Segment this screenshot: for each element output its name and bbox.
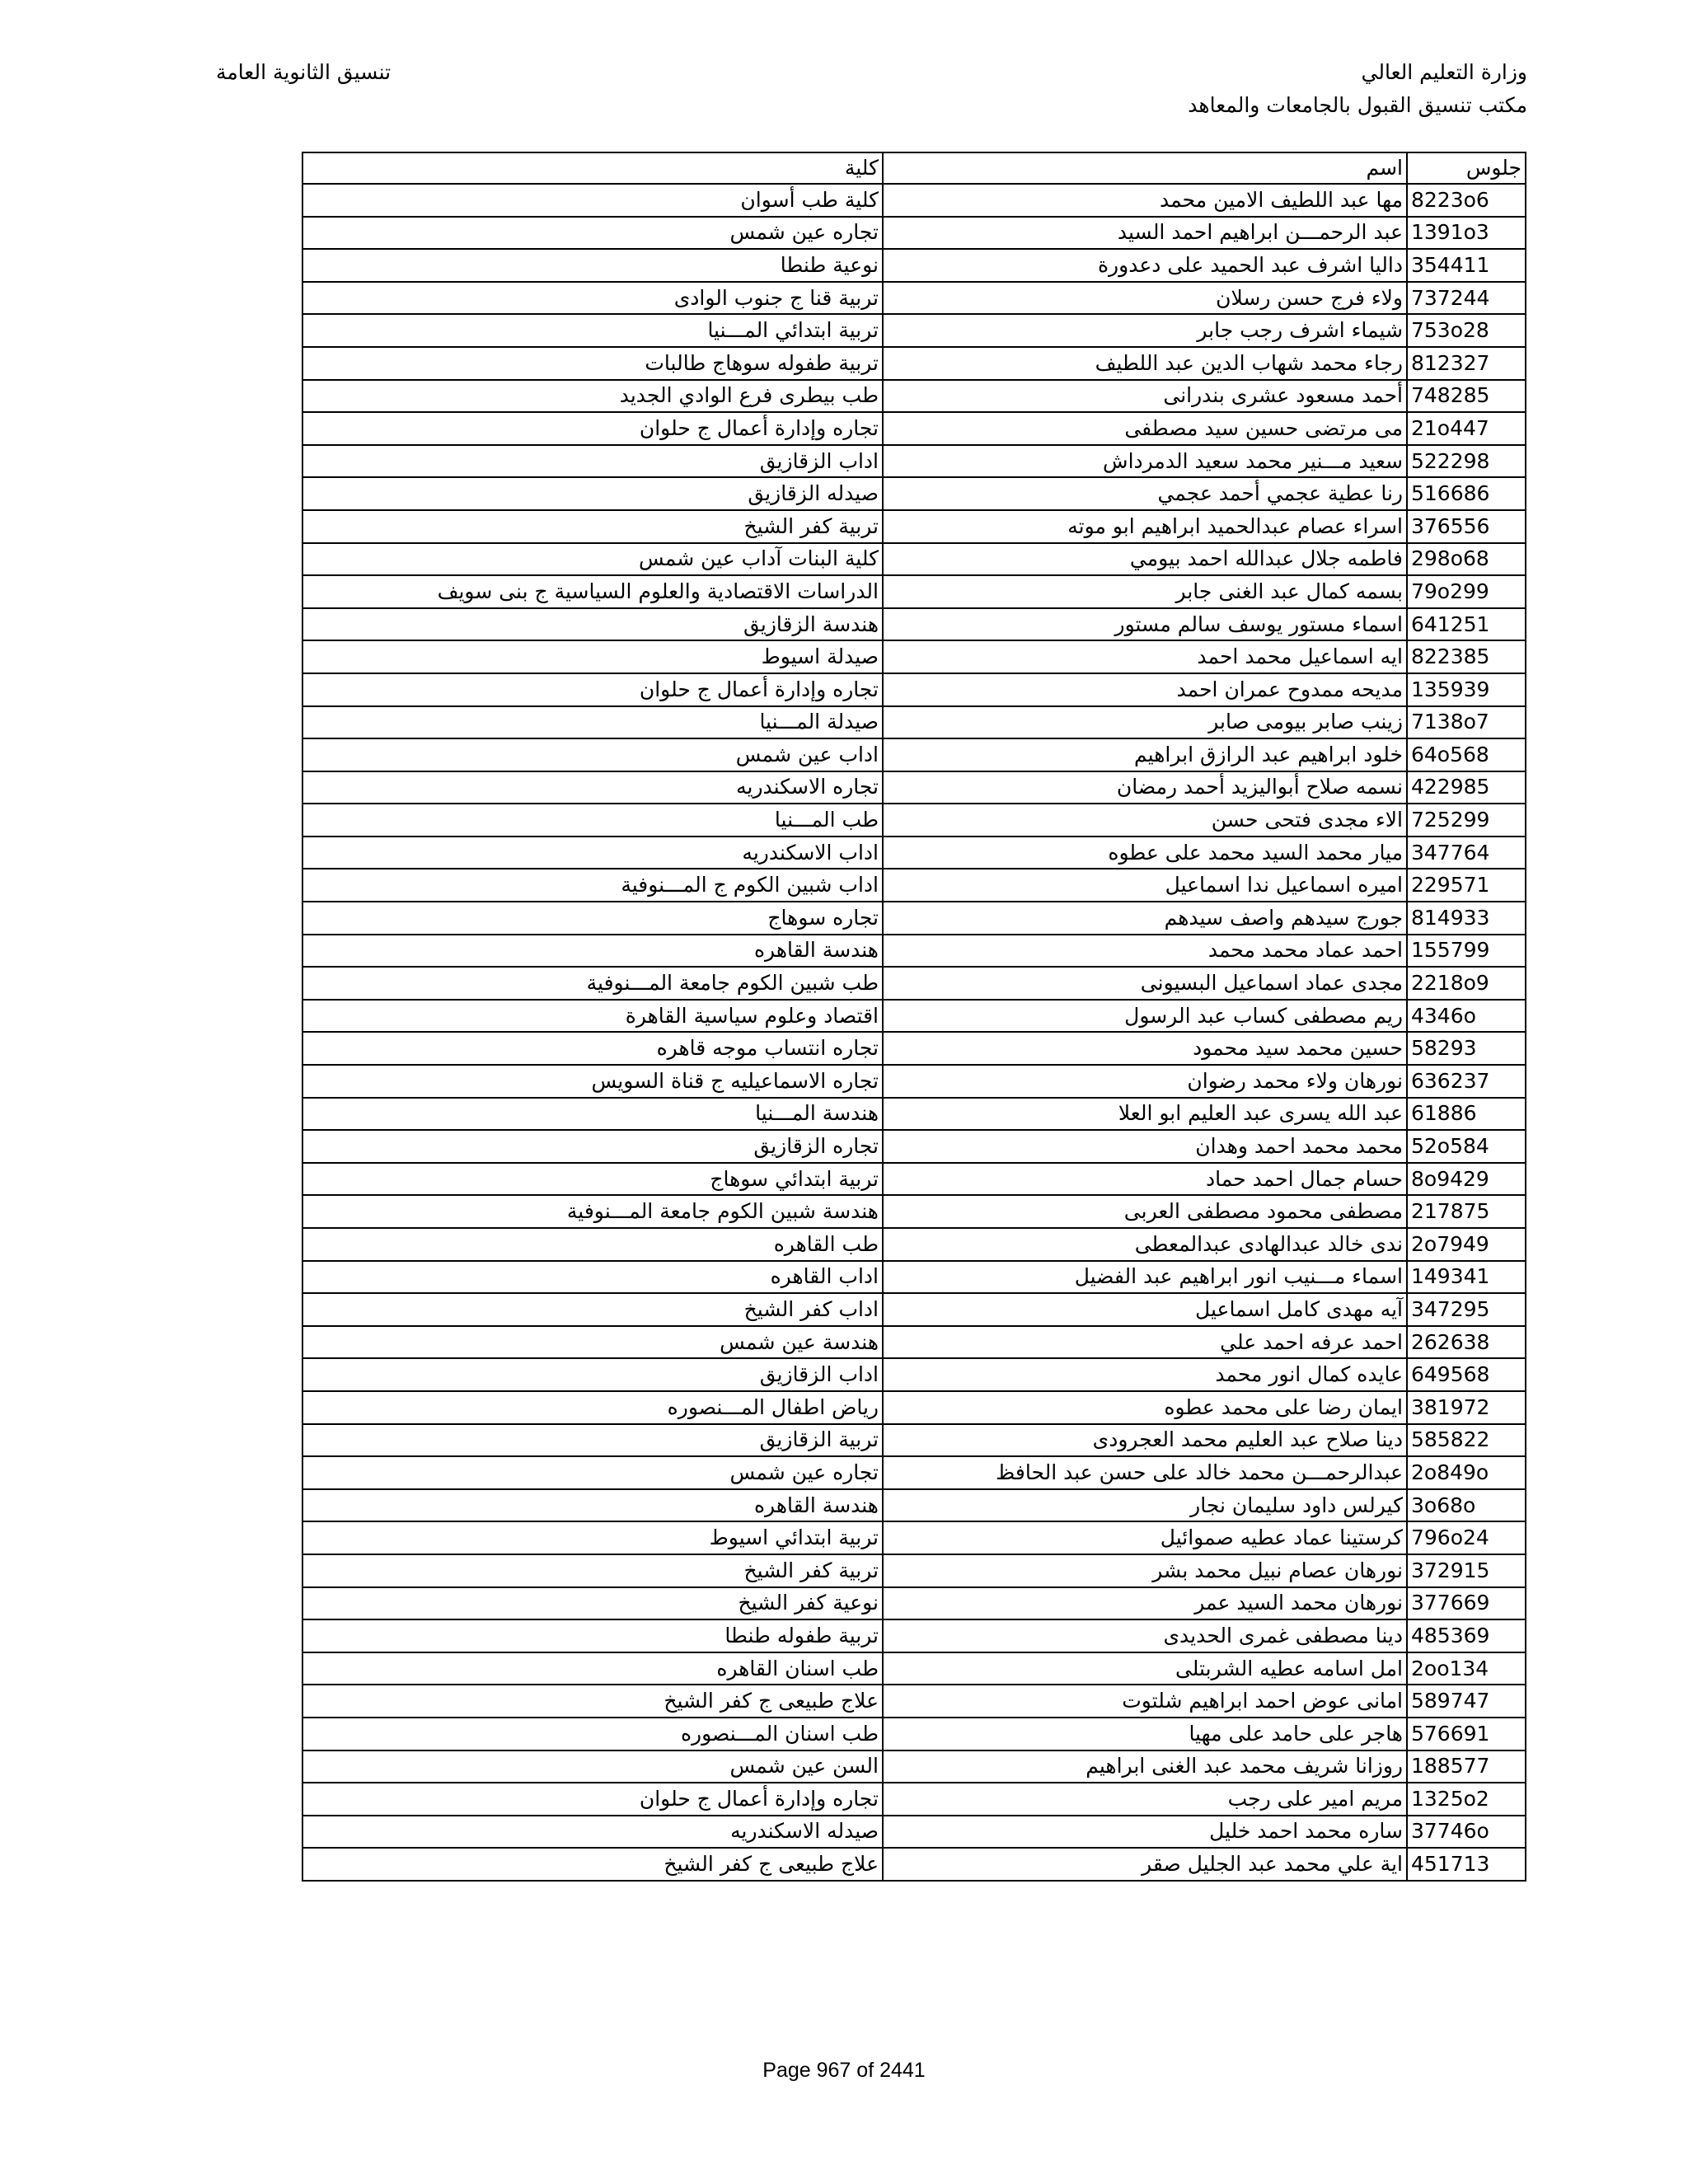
table-row: [302, 608, 1526, 641]
student-name-cell: احمد عماد محمد محمد: [883, 935, 1407, 968]
student-name-cell: هاجر على حامد على مهيا: [883, 1718, 1407, 1750]
seat-number-cell: 7138o7: [1407, 706, 1526, 739]
header-faculty: كلية: [302, 152, 883, 184]
seat-number-cell: 485369: [1407, 1619, 1526, 1652]
student-name-cell: اسماء مـــنيب انور ابراهيم عبد الفضيل: [883, 1261, 1407, 1294]
student-name-cell: نورهان محمد السيد عمر: [883, 1587, 1407, 1620]
student-name-cell: ريم مصطفى كساب عبد الرسول: [883, 1000, 1407, 1033]
table-row: [302, 1163, 1526, 1196]
seat-number-cell: 737244: [1407, 282, 1526, 315]
student-name-cell: خلود ابراهيم عبد الرازق ابراهيم: [883, 738, 1407, 771]
faculty-cell: طب اسنان القاهره: [302, 1652, 883, 1685]
faculty-cell: صيدله الاسكندريه: [302, 1816, 883, 1849]
faculty-cell: تربية ابتدائي سوهاج: [302, 1163, 883, 1196]
document-header-left: [216, 56, 391, 89]
faculty-cell: تربية قنا ج جنوب الوادى: [302, 282, 883, 315]
student-name-cell: امانى عوض احمد ابراهيم شلتوت: [883, 1685, 1407, 1718]
student-name-cell: مديحه ممدوح عمران احمد: [883, 673, 1407, 706]
student-name-cell: رنا عطية عجمي أحمد عجمي: [883, 477, 1407, 510]
table-row: [302, 249, 1526, 282]
seat-number-cell: 347764: [1407, 837, 1526, 869]
student-name-cell: اسراء عصام عبدالحميد ابراهيم ابو موته: [883, 510, 1407, 543]
student-name-cell: روزانا شريف محمد عبد الغنى ابراهيم: [883, 1750, 1407, 1783]
faculty-cell: تربية ابتدائي اسيوط: [302, 1521, 883, 1554]
faculty-cell: اداب شبين الكوم ج المـــنوفية: [302, 869, 883, 902]
table-row: [302, 673, 1526, 706]
table-row: [302, 445, 1526, 478]
seat-number-cell: 149341: [1407, 1261, 1526, 1294]
table-row: [302, 1816, 1526, 1849]
student-name-cell: عبد الرحمـــن ابراهيم احمد السيد: [883, 217, 1407, 250]
faculty-cell: الدراسات الاقتصادية والعلوم السياسية ج بنى سويف: [302, 575, 883, 608]
faculty-cell: تربية ابتدائي المـــنيا: [302, 314, 883, 347]
faculty-cell: تربية كفر الشيخ: [302, 510, 883, 543]
seat-number-cell: 422985: [1407, 771, 1526, 804]
seat-number-cell: 1325o2: [1407, 1783, 1526, 1816]
faculty-cell: اداب القاهره: [302, 1261, 883, 1294]
faculty-cell: تربية الزقازيق: [302, 1424, 883, 1457]
table-row: [302, 217, 1526, 250]
table-row: [302, 1783, 1526, 1816]
seat-number-cell: 585822: [1407, 1424, 1526, 1457]
seat-number-cell: 188577: [1407, 1750, 1526, 1783]
student-name-cell: نسمه صلاح أبواليزيد أحمد رمضان: [883, 771, 1407, 804]
table-row: [302, 1685, 1526, 1718]
table-row: [302, 1032, 1526, 1065]
seat-number-cell: 8o9429: [1407, 1163, 1526, 1196]
faculty-cell: تربية طفوله طنطا: [302, 1619, 883, 1652]
table-row: [302, 1261, 1526, 1294]
student-name-cell: ولاء فرج حسن رسلان: [883, 282, 1407, 315]
table-row: [302, 1718, 1526, 1750]
faculty-cell: السن عين شمس: [302, 1750, 883, 1783]
student-name-cell: حسين محمد سيد محمود: [883, 1032, 1407, 1065]
faculty-cell: هندسة الزقازيق: [302, 608, 883, 641]
table-row: [302, 804, 1526, 837]
student-name-cell: آيه مهدى كامل اسماعيل: [883, 1293, 1407, 1326]
faculty-cell: رياض اطفال المـــنصوره: [302, 1391, 883, 1424]
student-name-cell: ندى خالد عبدالهادى عبدالمعطى: [883, 1228, 1407, 1261]
student-name-cell: داليا اشرف عبد الحميد على دعدورة: [883, 249, 1407, 282]
table-row: [302, 1000, 1526, 1033]
faculty-cell: صيدلة اسيوط: [302, 640, 883, 673]
table-row: [302, 543, 1526, 576]
table-row: [302, 347, 1526, 380]
table-row: [302, 1391, 1526, 1424]
faculty-cell: تجاره وإدارة أعمال ج حلوان: [302, 673, 883, 706]
table-row: [302, 1456, 1526, 1489]
seat-number-cell: 64o568: [1407, 738, 1526, 771]
faculty-cell: هندسة شبين الكوم جامعة المـــنوفية: [302, 1195, 883, 1228]
page-number: Page 967 of 2441: [762, 2059, 926, 2082]
student-name-cell: مها عبد اللطيف الامين محمد: [883, 184, 1407, 217]
faculty-cell: تجاره عين شمس: [302, 217, 883, 250]
seat-number-cell: 262638: [1407, 1326, 1526, 1359]
student-name-cell: نورهان ولاء محمد رضوان: [883, 1065, 1407, 1098]
student-name-cell: مى مرتضى حسين سيد مصطفى: [883, 412, 1407, 445]
table-row: [302, 967, 1526, 1000]
seat-number-cell: 636237: [1407, 1065, 1526, 1098]
faculty-cell: هندسة المـــنيا: [302, 1098, 883, 1131]
student-name-cell: دينا صلاح عبد العليم محمد العجرودى: [883, 1424, 1407, 1457]
student-name-cell: كرستينا عماد عطيه صموائيل: [883, 1521, 1407, 1554]
faculty-cell: صيدلة المـــنيا: [302, 706, 883, 739]
student-name-cell: عبد الله يسرى عبد العليم ابو العلا: [883, 1098, 1407, 1131]
seat-number-cell: 796o24: [1407, 1521, 1526, 1554]
student-name-cell: اية علي محمد عبد الجليل صقر: [883, 1848, 1407, 1881]
seat-number-cell: 8223o6: [1407, 184, 1526, 217]
faculty-cell: طب المـــنيا: [302, 804, 883, 837]
table-row: [302, 1065, 1526, 1098]
header-name: اسم: [883, 152, 1407, 184]
faculty-cell: تجاره انتساب موجه قاهره: [302, 1032, 883, 1065]
student-name-cell: أحمد مسعود عشرى بندرانى: [883, 380, 1407, 413]
table-row: [302, 869, 1526, 902]
faculty-cell: هندسة القاهره: [302, 1489, 883, 1522]
faculty-cell: علاج طبيعى ج كفر الشيخ: [302, 1848, 883, 1881]
table-row: [302, 575, 1526, 608]
student-name-cell: اسماء مستور يوسف سالم مستور: [883, 608, 1407, 641]
seat-number-cell: 641251: [1407, 608, 1526, 641]
seat-number-cell: 516686: [1407, 477, 1526, 510]
student-name-cell: امل اسامه عطيه الشربتلى: [883, 1652, 1407, 1685]
seat-number-cell: 79o299: [1407, 575, 1526, 608]
student-name-cell: ايمان رضا على محمد عطوه: [883, 1391, 1407, 1424]
student-name-cell: سعيد مـــنير محمد سعيد الدمرداش: [883, 445, 1407, 478]
table-row: [302, 314, 1526, 347]
student-name-cell: ساره محمد احمد خليل: [883, 1816, 1407, 1849]
seat-number-cell: 3o68o: [1407, 1489, 1526, 1522]
seat-number-cell: 2oo134: [1407, 1652, 1526, 1685]
seat-number-cell: 354411: [1407, 249, 1526, 282]
table-row: [302, 1652, 1526, 1685]
faculty-cell: نوعية طنطا: [302, 249, 883, 282]
seat-number-cell: 812327: [1407, 347, 1526, 380]
table-row: [302, 1750, 1526, 1783]
table-row: [302, 1195, 1526, 1228]
student-name-cell: الاء مجدى فتحى حسن: [883, 804, 1407, 837]
seat-number-cell: 2o7949: [1407, 1228, 1526, 1261]
faculty-cell: اداب الاسكندريه: [302, 837, 883, 869]
table-row: [302, 1489, 1526, 1522]
faculty-cell: علاج طبيعى ج كفر الشيخ: [302, 1685, 883, 1718]
seat-number-cell: 381972: [1407, 1391, 1526, 1424]
seat-number-cell: 4346o: [1407, 1000, 1526, 1033]
table-row: [302, 738, 1526, 771]
faculty-cell: تجاره الاسكندريه: [302, 771, 883, 804]
student-name-cell: محمد محمد احمد وهدان: [883, 1130, 1407, 1163]
table-row: [302, 282, 1526, 315]
faculty-cell: صيدله الزقازيق: [302, 477, 883, 510]
student-name-cell: نورهان عصام نبيل محمد بشر: [883, 1554, 1407, 1587]
student-name-cell: مجدى عماد اسماعيل البسيونى: [883, 967, 1407, 1000]
seat-number-cell: 451713: [1407, 1848, 1526, 1881]
faculty-cell: اقتصاد وعلوم سياسية القاهرة: [302, 1000, 883, 1033]
seat-number-cell: 822385: [1407, 640, 1526, 673]
header-seat: جلوس: [1407, 152, 1526, 184]
faculty-cell: تجاره سوهاج: [302, 902, 883, 935]
student-name-cell: احمد عرفه احمد علي: [883, 1326, 1407, 1359]
table-row: [302, 1424, 1526, 1457]
faculty-cell: تجاره الاسماعيليه ج قناة السويس: [302, 1065, 883, 1098]
table-row: [302, 477, 1526, 510]
student-name-cell: ميار محمد السيد محمد على عطوه: [883, 837, 1407, 869]
seat-number-cell: 58293: [1407, 1032, 1526, 1065]
faculty-cell: تجاره عين شمس: [302, 1456, 883, 1489]
table-row: [302, 1130, 1526, 1163]
table-header-row: [302, 152, 1526, 184]
table-row: [302, 1228, 1526, 1261]
student-name-cell: ايه اسماعيل محمد احمد: [883, 640, 1407, 673]
seat-number-cell: 377669: [1407, 1587, 1526, 1620]
table-row: [302, 706, 1526, 739]
seat-number-cell: 814933: [1407, 902, 1526, 935]
seat-number-cell: 1391o3: [1407, 217, 1526, 250]
faculty-cell: تجاره وإدارة أعمال ج حلوان: [302, 1783, 883, 1816]
student-name-cell: عبدالرحمـــن محمد خالد على حسن عبد الحافظ: [883, 1456, 1407, 1489]
program-title: تنسيق الثانوية العامة: [216, 60, 392, 84]
seat-number-cell: 2218o9: [1407, 967, 1526, 1000]
faculty-cell: اداب عين شمس: [302, 738, 883, 771]
student-name-cell: حسام جمال احمد حماد: [883, 1163, 1407, 1196]
seat-number-cell: 37746o: [1407, 1816, 1526, 1849]
seat-number-cell: 21o447: [1407, 412, 1526, 445]
table-row: [302, 771, 1526, 804]
student-name-cell: جورج سيدهم واصف سيدهم: [883, 902, 1407, 935]
table-row: [302, 1619, 1526, 1652]
table-row: [302, 1521, 1526, 1554]
seat-number-cell: 52o584: [1407, 1130, 1526, 1163]
table-row: [302, 1293, 1526, 1326]
student-name-cell: عايده كمال انور محمد: [883, 1358, 1407, 1391]
seat-number-cell: 298o68: [1407, 543, 1526, 576]
table-row: [302, 1326, 1526, 1359]
faculty-cell: تجاره وإدارة أعمال ج حلوان: [302, 412, 883, 445]
faculty-cell: كلية طب أسوان: [302, 184, 883, 217]
table-row: [302, 837, 1526, 869]
table-row: [302, 935, 1526, 968]
seat-number-cell: 649568: [1407, 1358, 1526, 1391]
faculty-cell: هندسة القاهره: [302, 935, 883, 968]
student-name-cell: شيماء اشرف رجب جابر: [883, 314, 1407, 347]
faculty-cell: تربية طفوله سوهاج طالبات: [302, 347, 883, 380]
student-name-cell: بسمه كمال عبد الغنى جابر: [883, 575, 1407, 608]
table-row: [302, 902, 1526, 935]
faculty-cell: طب اسنان المـــنصوره: [302, 1718, 883, 1750]
table-row: [302, 1098, 1526, 1131]
faculty-cell: اداب كفر الشيخ: [302, 1293, 883, 1326]
table-row: [302, 412, 1526, 445]
faculty-cell: طب القاهره: [302, 1228, 883, 1261]
student-name-cell: اميره اسماعيل ندا اسماعيل: [883, 869, 1407, 902]
seat-number-cell: 725299: [1407, 804, 1526, 837]
seat-number-cell: 217875: [1407, 1195, 1526, 1228]
faculty-cell: طب بيطرى فرع الوادي الجديد: [302, 380, 883, 413]
seat-number-cell: 372915: [1407, 1554, 1526, 1587]
seat-number-cell: 347295: [1407, 1293, 1526, 1326]
faculty-cell: تربية كفر الشيخ: [302, 1554, 883, 1587]
student-name-cell: دينا مصطفى غمرى الحديدى: [883, 1619, 1407, 1652]
seat-number-cell: 229571: [1407, 869, 1526, 902]
seat-number-cell: 748285: [1407, 380, 1526, 413]
office-title: مكتب تنسيق القبول بالجامعات والمعاهد: [1188, 93, 1527, 117]
faculty-cell: نوعية كفر الشيخ: [302, 1587, 883, 1620]
table-row: [302, 640, 1526, 673]
faculty-cell: اداب الزقازيق: [302, 445, 883, 478]
faculty-cell: كلية البنات آداب عين شمس: [302, 543, 883, 576]
student-name-cell: كيرلس داود سليمان نجار: [883, 1489, 1407, 1522]
student-name-cell: مصطفى محمود مصطفى العربى: [883, 1195, 1407, 1228]
seat-number-cell: 2o849o: [1407, 1456, 1526, 1489]
faculty-cell: تجاره الزقازيق: [302, 1130, 883, 1163]
table-row: [302, 184, 1526, 217]
faculty-cell: طب شبين الكوم جامعة المـــنوفية: [302, 967, 883, 1000]
seat-number-cell: 376556: [1407, 510, 1526, 543]
seat-number-cell: 155799: [1407, 935, 1526, 968]
seat-number-cell: 135939: [1407, 673, 1526, 706]
document-header-right: [1188, 56, 1527, 122]
seat-number-cell: 61886: [1407, 1098, 1526, 1131]
student-name-cell: مريم امير على رجب: [883, 1783, 1407, 1816]
table-row: [302, 1848, 1526, 1881]
student-name-cell: فاطمه جلال عبدالله احمد بيومي: [883, 543, 1407, 576]
seat-number-cell: 576691: [1407, 1718, 1526, 1750]
student-name-cell: زينب صابر بيومى صابر: [883, 706, 1407, 739]
table-row: [302, 1554, 1526, 1587]
results-table: [302, 152, 1526, 1882]
student-name-cell: رجاء محمد شهاب الدين عبد اللطيف: [883, 347, 1407, 380]
seat-number-cell: 589747: [1407, 1685, 1526, 1718]
table-row: [302, 510, 1526, 543]
ministry-title: وزارة التعليم العالي: [1361, 60, 1527, 84]
faculty-cell: اداب الزقازيق: [302, 1358, 883, 1391]
table-row: [302, 380, 1526, 413]
table-row: [302, 1587, 1526, 1620]
table-row: [302, 1358, 1526, 1391]
faculty-cell: هندسة عين شمس: [302, 1326, 883, 1359]
seat-number-cell: 753o28: [1407, 314, 1526, 347]
seat-number-cell: 522298: [1407, 445, 1526, 478]
